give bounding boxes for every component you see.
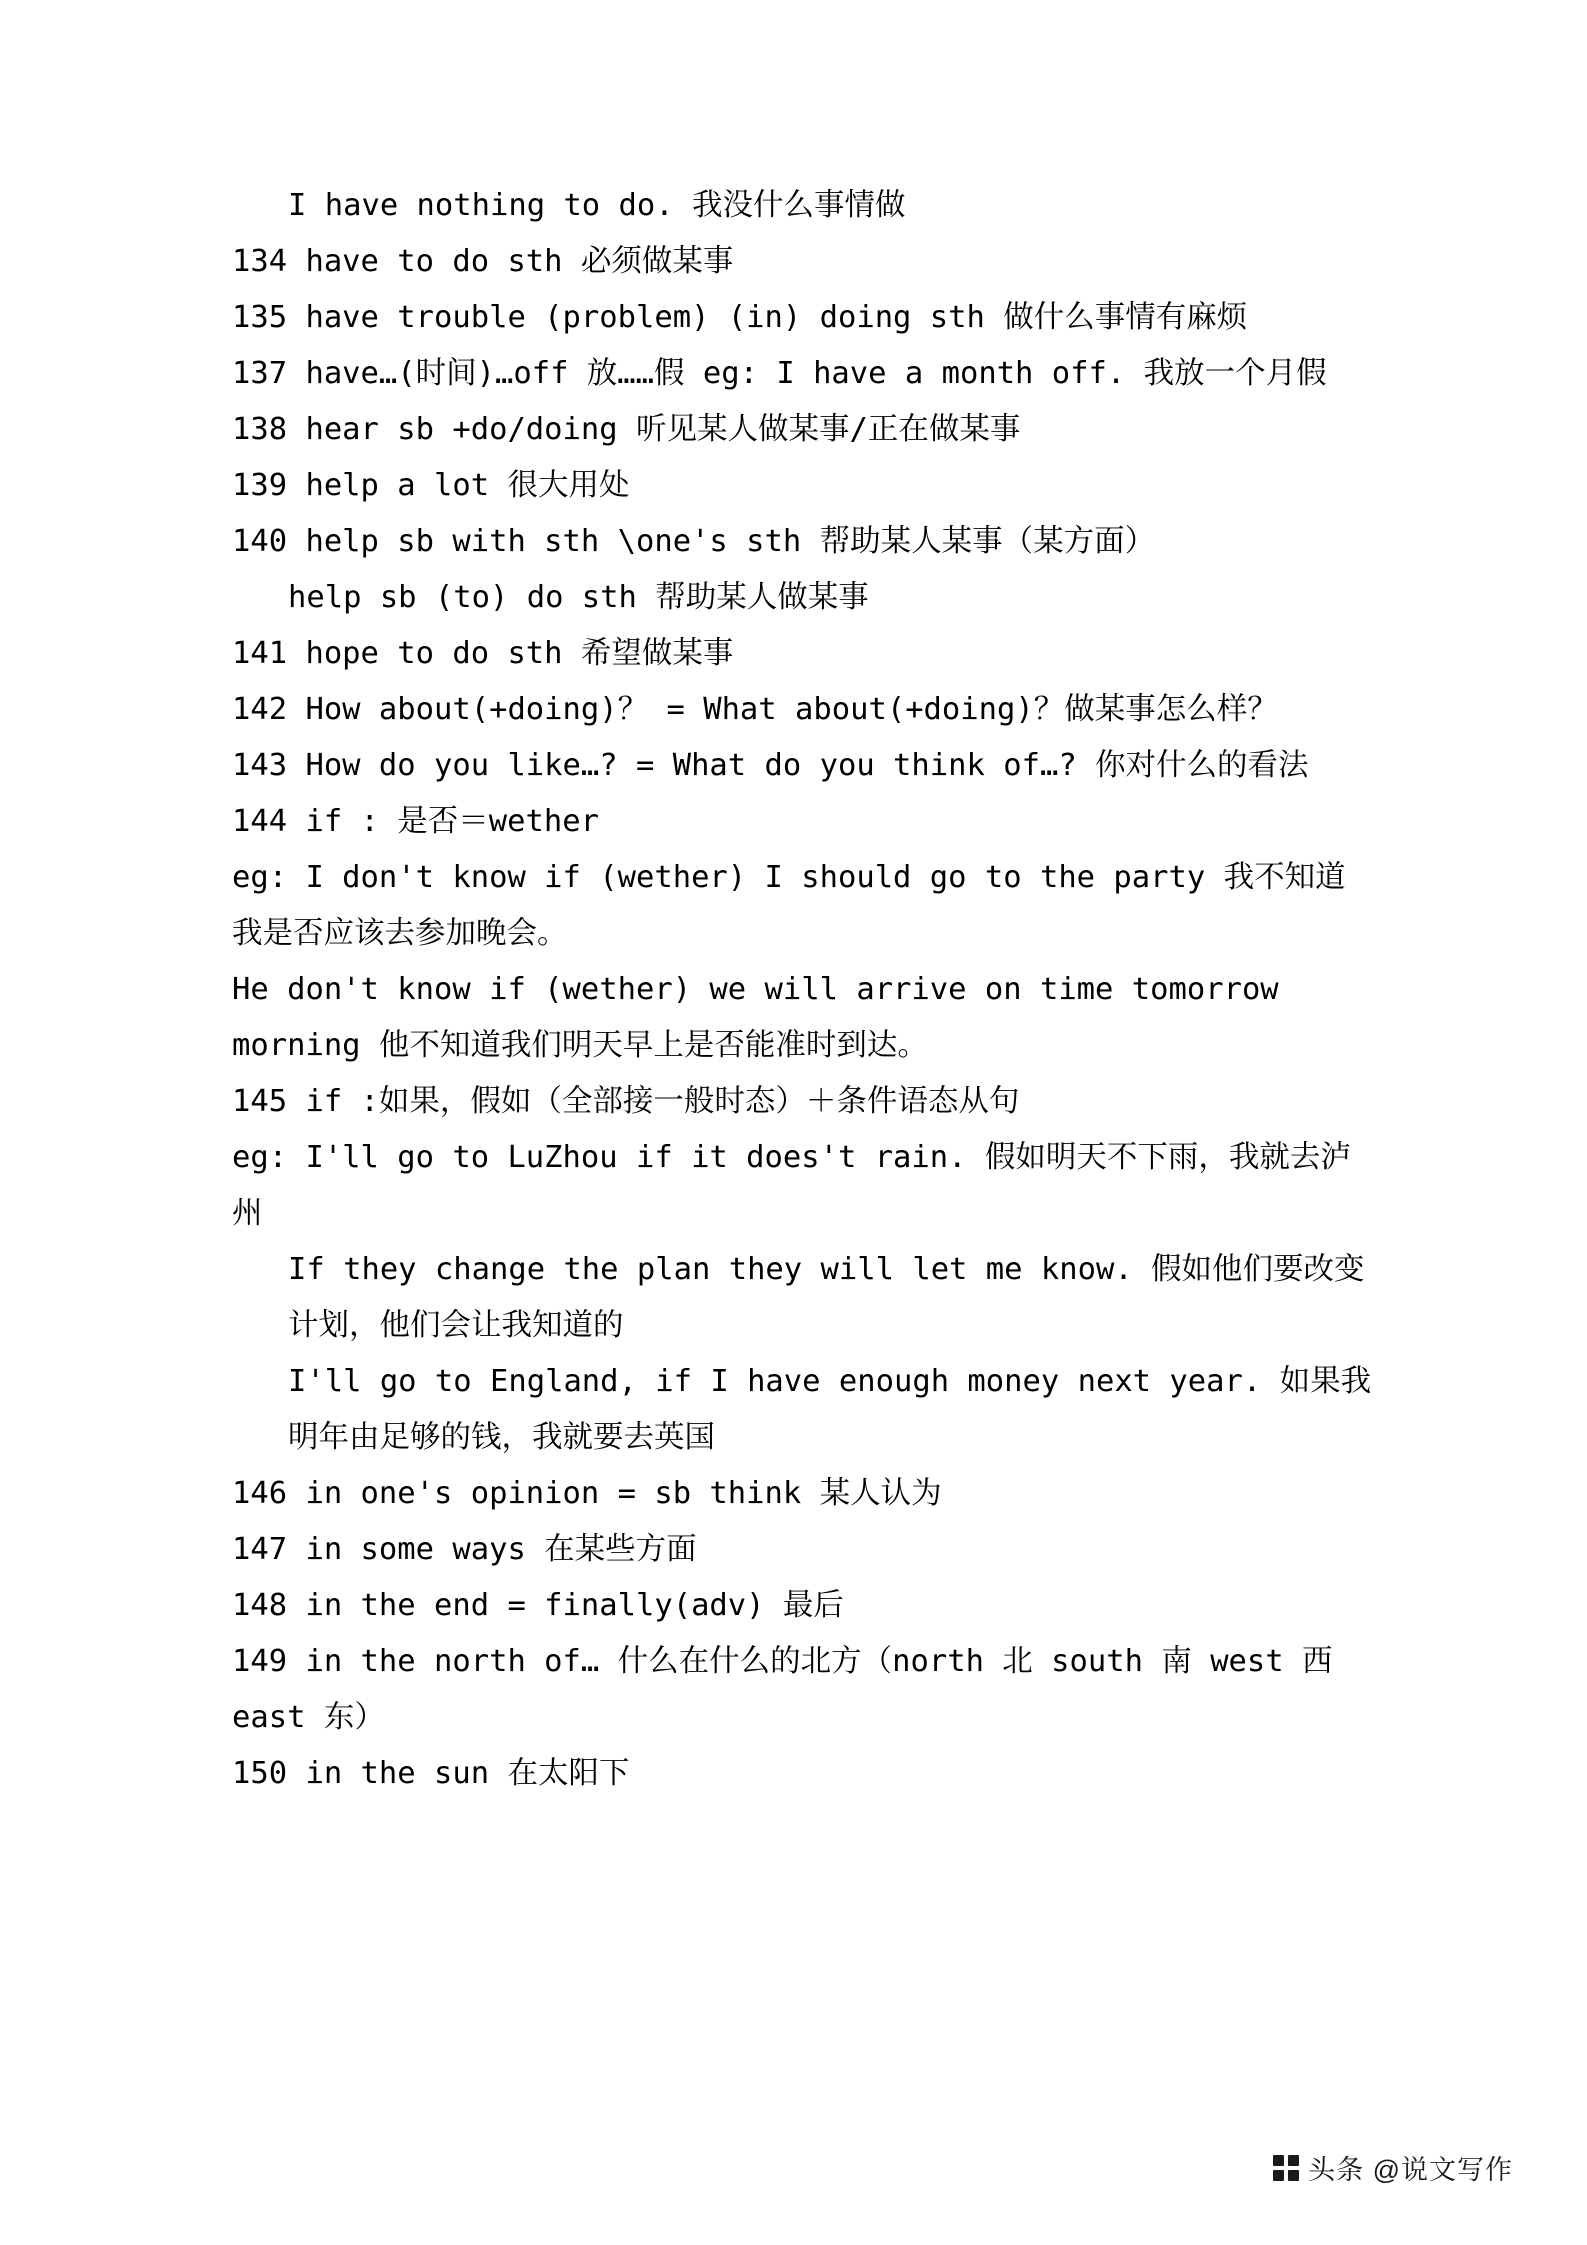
document-line: 135 have trouble (problem) (in) doing sth 做什么事情有麻烦 — [232, 300, 1248, 335]
document-line: 147 in some ways 在某些方面 — [232, 1532, 697, 1567]
document-line: If they change the plan they will let me know. 假如他们要改变计划，他们会让我知道的 — [288, 1252, 1365, 1343]
document-line: 143 How do you like…? = What do you think of…? 你对什么的看法 — [232, 748, 1309, 783]
document-line: 149 in the north of… 什么在什么的北方（north 北 south 南 west 西 east 东） — [232, 1644, 1351, 1735]
document-line: eg: I'll go to LuZhou if it does't rain. 假如明天不下雨，我就去泸州 — [232, 1140, 1351, 1231]
document-line: 140 help sb with sth \one's sth 帮助某人某事（某方面） — [232, 524, 1156, 559]
watermark-label: 头条 @说文写作 — [1308, 2155, 1513, 2185]
document-line: 137 have…(时间)…off 放……假 eg: I have a month off. 我放一个月假 — [232, 356, 1327, 391]
document-body — [232, 178, 1372, 1802]
document-line: 145 if :如果，假如（全部接一般时态）＋条件语态从句 — [232, 1084, 1020, 1119]
watermark — [1273, 2148, 1513, 2187]
document-line: 141 hope to do sth 希望做某事 — [232, 636, 734, 671]
document-line: 148 in the end = finally(adv) 最后 — [232, 1588, 844, 1623]
document-line: I have nothing to do. 我没什么事情做 — [288, 188, 906, 223]
document-line: 144 if : 是否＝wether — [232, 804, 599, 839]
document-line: help sb (to) do sth 帮助某人做某事 — [288, 580, 869, 615]
document-line: 139 help a lot 很大用处 — [232, 468, 630, 503]
document-line: 150 in the sun 在太阳下 — [232, 1756, 630, 1791]
document-line: 142 How about(+doing)？ = What about(+doing)？做某事怎么样？ — [232, 692, 1278, 727]
document-line: 138 hear sb +do/doing 听见某人做某事/正在做某事 — [232, 412, 1021, 447]
toutiao-logo-icon — [1273, 2155, 1299, 2181]
document-line: He don't know if (wether) we will arrive on time tomorrow morning 他不知道我们明天早上是否能准时到达。 — [232, 972, 1298, 1063]
document-line: I'll go to England, if I have enough money next year. 如果我明年由足够的钱，我就要去英国 — [288, 1364, 1372, 1455]
document-line: eg: I don't know if (wether) I should go to the party 我不知道我是否应该去参加晚会。 — [232, 860, 1346, 951]
document-line: 134 have to do sth 必须做某事 — [232, 244, 734, 279]
document-line: 146 in one's opinion = sb think 某人认为 — [232, 1476, 942, 1511]
